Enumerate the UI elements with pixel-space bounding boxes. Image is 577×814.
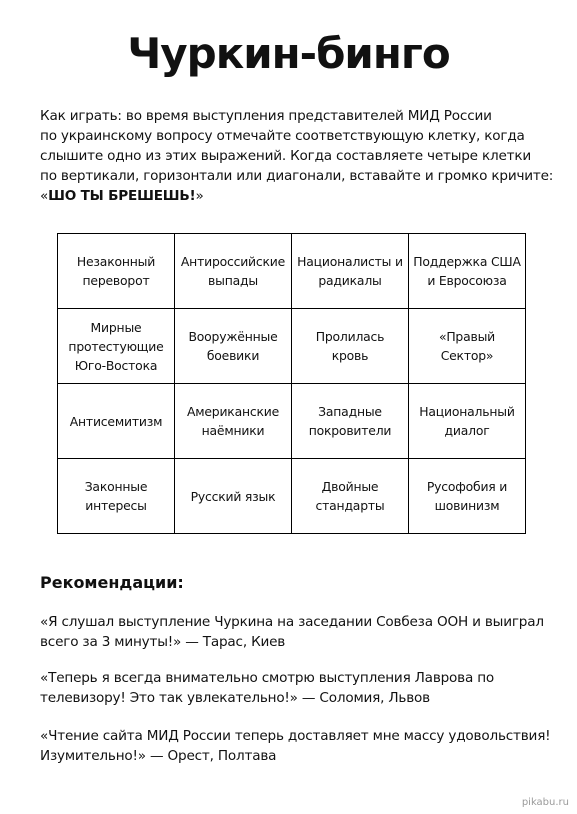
bingo-cell-text: Русский язык [190, 488, 276, 504]
bingo-cell-text: Антироссийские [180, 254, 286, 269]
bingo-row [58, 459, 526, 534]
bingo-cell-text: Двойные [321, 479, 379, 494]
testimonial [40, 726, 555, 766]
bingo-cell-text: Русофобия и [426, 479, 508, 494]
bingo-cell[interactable] [409, 309, 526, 384]
instructions-line: слышите одно из этих выражений. Когда составляете четыре клетки [40, 148, 531, 164]
bingo-cell[interactable] [175, 309, 292, 384]
bingo-cell[interactable] [175, 234, 292, 309]
bingo-cell-text: Националисты и [297, 254, 403, 269]
bingo-cell-text: Западные [318, 404, 382, 419]
bingo-cell[interactable] [292, 384, 409, 459]
bingo-cell-text: радикалы [318, 273, 382, 288]
testimonial-line: «Чтение сайта МИД России теперь доставляет мне массу удовольствия! [40, 728, 551, 744]
instructions-line: по украинскому вопросу отмечайте соответствующую клетку, когда [40, 128, 525, 144]
bingo-cell-text: Мирные [90, 319, 142, 335]
bingo-cell-text: покровители [308, 423, 392, 438]
bingo-cell-text: наёмники [201, 423, 265, 438]
page-title: Чуркин-бинго [127, 29, 450, 78]
bingo-cell-text: Законные [84, 479, 148, 494]
shout-close-quote: » [195, 188, 204, 204]
bingo-cell-text: выпады [208, 273, 258, 288]
bingo-cell-text: диалог [444, 423, 490, 438]
bingo-cell-text: шовинизм [434, 498, 500, 513]
shout-phrase: ШО ТЫ БРЕШЕШЬ! [48, 188, 196, 204]
testimonial [40, 668, 555, 708]
bingo-cell-text: Сектор» [440, 348, 494, 363]
bingo-cell-text: Антисемитизм [69, 413, 163, 429]
bingo-cell-text: протестующие [68, 338, 164, 354]
shout-open-quote: « [40, 188, 49, 204]
bingo-row [58, 384, 526, 459]
bingo-grid-body [58, 234, 526, 534]
instructions-line: по вертикали, горизонтали или диагонали, вставайте и громко кричите: [40, 168, 554, 184]
bingo-cell-text: Юго-Востока [74, 357, 158, 373]
bingo-cell[interactable] [292, 309, 409, 384]
testimonial-line: телевизору! Это так увлекательно!» — Соломия, Львов [40, 690, 430, 706]
recommendations-heading: Рекомендации: [40, 573, 184, 592]
bingo-cell[interactable] [409, 459, 526, 534]
bingo-cell-text: Американские [186, 404, 280, 419]
bingo-row [58, 309, 526, 384]
bingo-cell[interactable] [58, 234, 175, 309]
site-watermark: pikabu.ru [521, 797, 569, 808]
instructions [40, 106, 554, 206]
bingo-cell-text: и Евросоюза [427, 273, 507, 288]
bingo-cell[interactable] [58, 459, 175, 534]
bingo-cell-text: стандарты [315, 498, 385, 513]
bingo-cell-text: кровь [331, 348, 369, 363]
bingo-cell[interactable] [409, 234, 526, 309]
shout-line [40, 186, 550, 206]
bingo-cell-text: интересы [85, 498, 147, 513]
bingo-cell[interactable] [292, 459, 409, 534]
bingo-cell-text: Пролилась [315, 329, 385, 344]
bingo-cell-text: Вооружённые [188, 329, 278, 344]
bingo-cell-text: Поддержка США [413, 254, 521, 269]
bingo-cell-text: «Правый [438, 329, 496, 344]
bingo-cell[interactable] [175, 384, 292, 459]
bingo-cell[interactable] [409, 384, 526, 459]
bingo-cell-text: Незаконный [76, 254, 156, 269]
bingo-cell[interactable] [58, 309, 175, 384]
bingo-cell-text: переворот [82, 273, 150, 288]
testimonial-line: всего за 3 минуты!» — Тарас, Киев [40, 634, 286, 650]
bingo-cell[interactable] [58, 384, 175, 459]
testimonial-line: «Теперь я всегда внимательно смотрю выступления Лаврова по [40, 670, 495, 686]
bingo-cell-text: Национальный [419, 404, 515, 419]
instructions-line: Как играть: во время выступления представителей МИД России [40, 108, 492, 124]
testimonial-line: Изумительно!» — Орест, Полтава [40, 748, 277, 764]
testimonial [40, 612, 555, 652]
bingo-cell[interactable] [292, 234, 409, 309]
bingo-grid [57, 233, 526, 534]
bingo-cell[interactable] [175, 459, 292, 534]
bingo-cell-text: боевики [206, 348, 260, 363]
testimonial-line: «Я слушал выступление Чуркина на заседании Совбеза ООН и выиграл [40, 614, 544, 630]
bingo-row [58, 234, 526, 309]
